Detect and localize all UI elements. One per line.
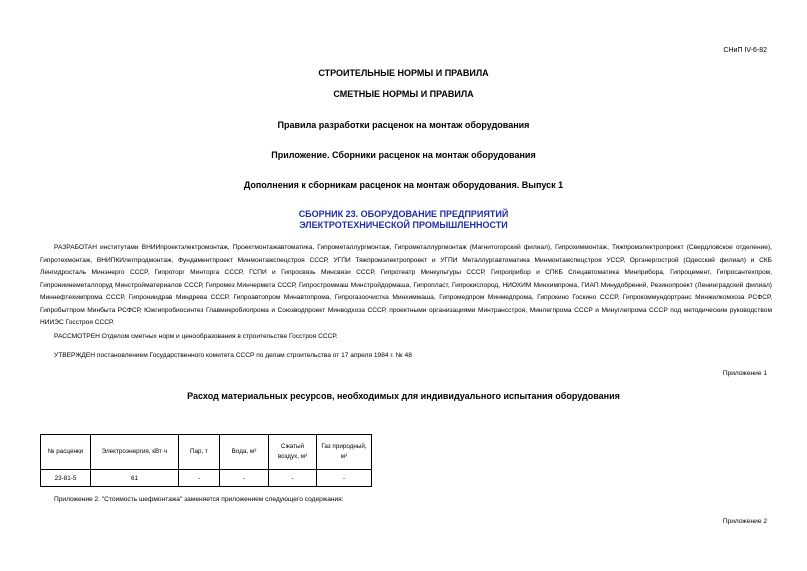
collection-title-line2: ЭЛЕКТРОТЕХНИЧЕСКОЙ ПРОМЫШЛЕННОСТИ bbox=[299, 220, 508, 230]
col-header-natural-gas: Газ природный, м³ bbox=[317, 435, 372, 470]
document-code: СНиП IV-6-82 bbox=[723, 47, 767, 54]
heading-building-norms: СТРОИТЕЛЬНЫЕ НОРМЫ И ПРАВИЛА bbox=[318, 68, 489, 78]
col-header-water: Вода, м³ bbox=[220, 435, 269, 470]
appendix-2-note: Приложение 2. "Стоимость шефмонтажа" заменяется приложением следующего содержания: bbox=[54, 496, 344, 503]
heading-rules: Правила разработки расценок на монтаж оборудования bbox=[277, 120, 530, 130]
cell-rate-no: 23-81-5 bbox=[41, 470, 91, 487]
developed-paragraph bbox=[40, 242, 772, 326]
col-header-steam: Пар, т bbox=[179, 435, 220, 470]
resources-table bbox=[40, 434, 372, 487]
developed-text: РАЗРАБОТАН институтами ВНИИпроектэлектромонтаж, Проектмонтажавтоматика, Гипрометаллургмонтаж, Гипрометаллургмонтаж (Магнитогорский филиал), Гипрохиммонтаж, Тяжпромэлектропроект (Свердловское отделение), Гипротехмонтаж, ВНИПКИлегпродмонтаж, Фундаментпроект Минмонтажспецстроя СССР, УГПИ Тяжпромэлектропроект и УГПИ Металлургавтоматика Минмонтажспецстроя УССР, Оргэнергострой (Одесский филиал) и СКБ Ленгидросталь Минэнерго СССР, Гипроторг Минторга СССР, ГСПИ и Гипросвязь Минсвязи СССР, Гипротеатр Минкультуры СССР, Гипроприбор и СПКБ Спецавтоматика Минприбора, Гипроцемент, Гипросантехпром, Гипрониинеметаллоруд Минстройматериалов СССР, Гипромез Минчермета СССР, Гипростроммаш Минстройдормаша, Гипропласт, Гипрокислород, НИОХИМ Минхимпрома, ГИАП Минудобрений, Резинопроект (Ленинградский филиал) Миннефтехимпрома СССР, Гипрониидрав Миндрева СССР, Гипроавтопром Минавтопрома, Гипрогазоочистка Минхиммаша, Гипромедпром Минмедпрома, Гипрокино Госкино СССР, Гипрокоммундортранс Минжилкомхоза РСФСР, Гипробытпром Минбыта РСФСР, Южгипробиосинтез Главмикробиопрома и Союзводпроект Минводхоза СССР, проектными организациями Минтрансстроя, Минлегпрома СССР и Минуглепрома СССР под методическим руководством НИИЭС Госстроя СССР. bbox=[40, 244, 772, 326]
cell-water: - bbox=[220, 470, 269, 487]
appendix-1-label: Приложение 1 bbox=[722, 370, 767, 377]
cell-natural-gas: - bbox=[317, 470, 372, 487]
heading-supplements: Дополнения к сборникам расценок на монтаж оборудования. Выпуск 1 bbox=[243, 180, 564, 190]
col-header-rate-no: № расценки bbox=[41, 435, 91, 470]
col-header-electricity: Электроэнергия, кВт·ч bbox=[91, 435, 179, 470]
collection-title-line1: СБОРНИК 23. ОБОРУДОВАНИЕ ПРЕДПРИЯТИЙ bbox=[298, 209, 509, 219]
heading-appendix: Приложение. Сборники расценок на монтаж оборудования bbox=[271, 150, 536, 160]
heading-estimate-norms: СМЕТНЫЕ НОРМЫ И ПРАВИЛА bbox=[333, 89, 474, 99]
table-header-row bbox=[41, 435, 372, 470]
cell-electricity: 61 bbox=[91, 470, 179, 487]
appendix-2-label: Приложение 2 bbox=[722, 518, 767, 525]
cell-compressed-air: - bbox=[269, 470, 317, 487]
col-header-compressed-air: Сжатый воздух, м³ bbox=[269, 435, 317, 470]
table-row bbox=[41, 470, 372, 487]
approved-paragraph: УТВЕРЖДЕН постановлением Государственного комитета СССР по делам строительства от 17 апреля 1984 г. № 48 bbox=[54, 352, 412, 359]
cell-steam: - bbox=[179, 470, 220, 487]
section-title: Расход материальных ресурсов, необходимых для индивидуального испытания оборудования bbox=[187, 391, 620, 401]
reviewed-paragraph: РАССМОТРЕН Отделом сметных норм и ценообразования в строительстве Госстроя СССР. bbox=[54, 333, 338, 340]
